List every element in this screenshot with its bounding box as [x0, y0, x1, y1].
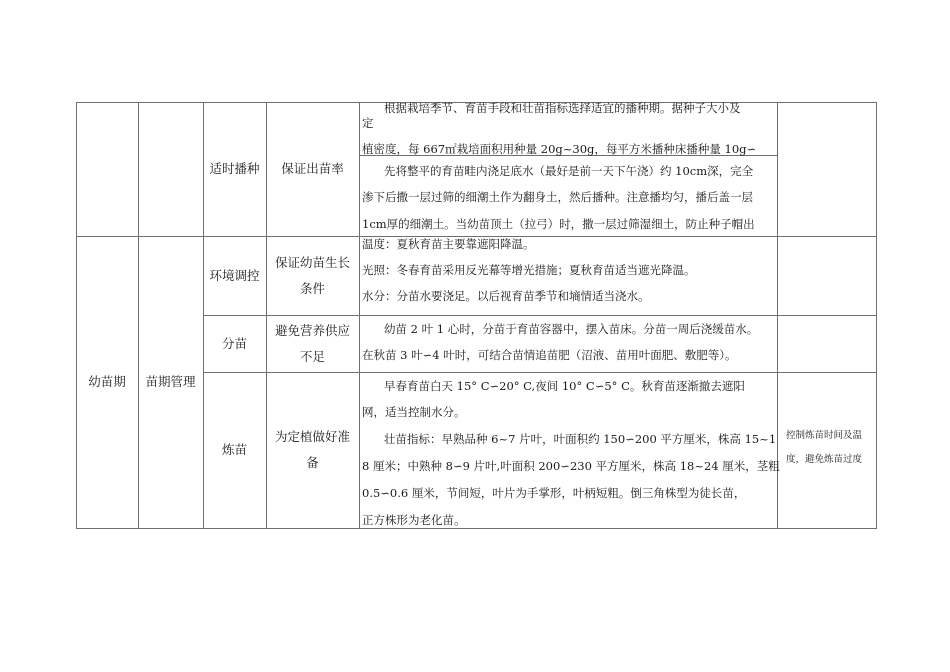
paragraph-line: 植密度，每 667㎡栽培面积用种量 20g~30g，每平方米播种床播种量 10g∽ — [362, 142, 757, 156]
paragraph-line: 先将整平的育苗畦内浇足底水（最好是前一天下午浇）约 10cm深，完全 — [384, 164, 754, 178]
item-cell: 适时播种 — [209, 161, 260, 176]
paragraph-line: 水分：分苗水要浇足。以后视育苗季节和墒情适当浇水。 — [362, 289, 650, 303]
paragraph-line: 8 厘米；中熟种 8∽9 片叶,叶面积 200∽230 平方厘米，株高 18~24 厘米，茎粗 — [362, 459, 780, 473]
goal-cell: 保证出苗率 — [281, 161, 344, 176]
stage-cell: 幼苗期 — [88, 374, 126, 389]
paragraph-line: 正方株形为老化苗。 — [362, 513, 466, 527]
goal-cell: 避免营养供应不足 — [274, 322, 350, 364]
paragraph-line: 温度：夏秋育苗主要靠遮阳降温。 — [362, 237, 535, 251]
paragraph-line: 壮苗指标：早熟品种 6~7 片叶，叶面积约 150∽200 平方厘米，株高 15~1 — [384, 432, 777, 446]
paragraph-line: 1cm厚的细潮土。当幼苗顶土（拉弓）时，撒一层过筛湿细土，防止种子帽出 — [362, 217, 755, 231]
goal-cell: 为定植做好准备 — [275, 429, 351, 470]
col-divider — [359, 102, 360, 529]
item-cell: 环境调控 — [209, 267, 260, 283]
goal-cell: 保证幼苗生长条件 — [274, 254, 350, 296]
table-border-bottom — [76, 528, 876, 529]
table-border-right — [876, 102, 877, 529]
item-cell: 炼苗 — [221, 442, 247, 457]
item-cell: 分苗 — [221, 335, 247, 351]
paragraph-line: 在秋苗 3 叶∽4 叶时，可结合苗情追苗肥（沼液、苗用叶面肥、敷肥等）。 — [362, 348, 737, 362]
paragraph-line: 渗下后撒一层过筛的细潮土作为翻身土，然后播种。注意播均匀，播后盖一层 — [362, 190, 753, 204]
paragraph-line: 网，适当控制水分。 — [362, 405, 466, 419]
paragraph-line: 幼苗 2 叶 1 心时，分苗于育苗容器中，摆入苗床。分苗一周后浇缓苗水。 — [384, 322, 759, 336]
remark-cell: 控制炼苗时间及温度，避免炼苗过度 — [786, 430, 863, 465]
category-cell: 苗期管理 — [145, 374, 196, 389]
paragraph-line: 光照：冬春育苗采用反光幕等增光措施；夏秋育苗适当遮光降温。 — [362, 263, 696, 277]
paragraph-line: 早春育苗白天 15° C∽20° C,夜间 10° C∽5° C。秋育苗逐渐撤去遮阳 — [384, 379, 745, 393]
paragraph-line: 0.5∽0.6 厘米，节间短，叶片为手掌形，叶柄短粗。倒三角株型为徒长苗， — [362, 486, 746, 500]
paragraph-line: 定 — [362, 116, 374, 130]
paragraph-line: 根据栽培季节、育苗手段和壮苗指标选择适宜的播种期。据种子大小及 — [384, 101, 741, 115]
